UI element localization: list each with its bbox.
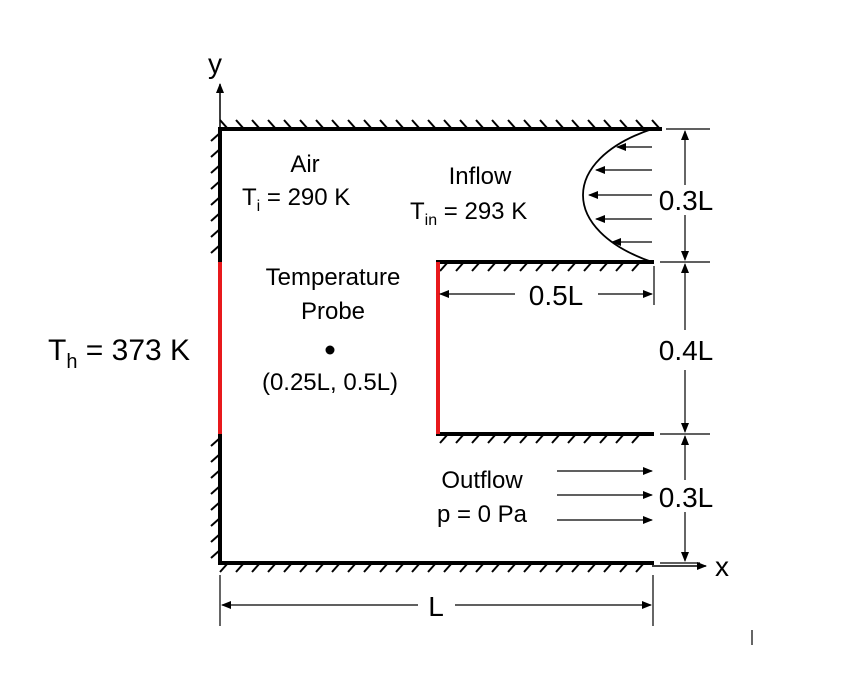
pressure-label: p = 0 Pa [436,501,528,528]
domain-length-label: L [428,591,444,622]
outflow-label: Outflow [441,467,523,494]
outflow-arrows [557,471,652,520]
block-length-label: 0.5L [528,280,584,311]
x-axis-label: x [715,551,729,582]
probe-coordinates: (0.25L, 0.5L) [261,369,399,396]
initial-temperature-label: $T_i = 290$ K [242,184,351,215]
inlet-height-label: 0.3L [658,185,714,216]
air-label: Air [290,151,320,178]
outlet-height-label: 0.3L [658,482,714,513]
middle-height-label: 0.4L [658,335,714,366]
probe-label-line2: Probe [300,298,366,325]
probe-label-line1: Temperature [265,264,401,291]
probe-point [326,346,335,355]
inflow-label: Inflow [448,163,512,190]
y-axis-label: y [208,48,222,79]
inflow-temperature-label: $T_{in} = 293$ K [410,198,528,229]
heated-wall-temperature-label: $T_h = 373$ K [48,334,191,373]
